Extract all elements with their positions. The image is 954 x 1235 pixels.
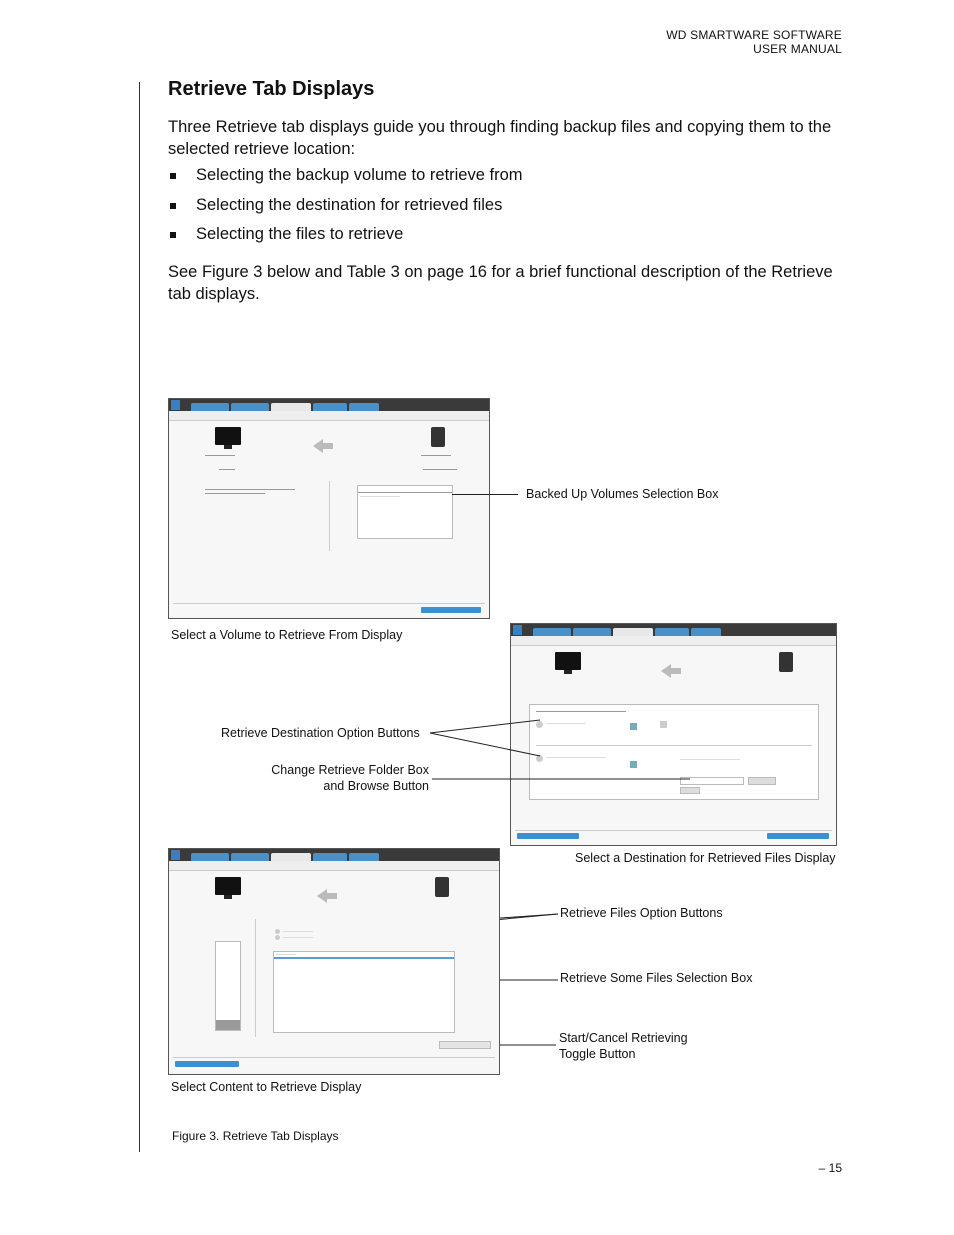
wd-logo-icon: [171, 850, 180, 860]
caption-volume-display: Select a Volume to Retrieve From Display: [171, 628, 403, 642]
callout-change-folder-line1: Change Retrieve Folder Box: [271, 763, 429, 777]
figure-caption: Figure 3. Retrieve Tab Displays: [172, 1129, 339, 1143]
callout-change-folder: [250, 762, 429, 794]
caption-content-display: Select Content to Retrieve Display: [171, 1080, 362, 1094]
radio-some-files-icon[interactable]: [275, 935, 280, 940]
computer-icon: [215, 877, 241, 895]
callout-change-folder-line2: and Browse Button: [323, 779, 429, 793]
callout-backed-up-volumes: Backed Up Volumes Selection Box: [526, 487, 719, 501]
callout-toggle-button: [559, 1030, 688, 1062]
callout-some-files-box: Retrieve Some Files Selection Box: [560, 971, 753, 985]
start-retrieving-button[interactable]: [439, 1041, 491, 1049]
bullet-text: Selecting the files to retrieve: [196, 225, 404, 243]
callout-toggle-line2: Toggle Button: [559, 1047, 636, 1061]
radio-all-files-icon[interactable]: [275, 929, 280, 934]
page-number: – 15: [818, 1161, 842, 1175]
callout-files-option-buttons: Retrieve Files Option Buttons: [560, 906, 723, 920]
back-button[interactable]: [175, 1061, 239, 1067]
section-title: Retrieve Tab Displays: [168, 78, 375, 100]
callout-toggle-line1: Start/Cancel Retrieving: [559, 1031, 688, 1045]
caption-destination-display: Select a Destination for Retrieved Files Display: [575, 851, 836, 865]
volume-gauge: [215, 941, 241, 1031]
arrow-left-icon: [317, 889, 327, 903]
bullet-text: Selecting the destination for retrieved files: [196, 195, 503, 214]
header-product: WD SMARTWARE SOFTWARE: [666, 28, 842, 42]
file-selection-box[interactable]: [273, 951, 455, 1033]
content-screenshot: [168, 848, 500, 1075]
see-also-paragraph: See Figure 3 below and Table 3 on page 16 for a brief functional description of the Retrieve tab displays.: [168, 263, 833, 303]
callout-dest-option-buttons: Retrieve Destination Option Buttons: [221, 726, 420, 740]
drive-icon: [435, 877, 449, 897]
intro-paragraph: Three Retrieve tab displays guide you through finding backup files and copying them to the selected retrieve location:: [168, 118, 832, 158]
bullet-text: Selecting the backup volume to retrieve from: [196, 166, 523, 184]
header-doc: USER MANUAL: [753, 42, 842, 56]
